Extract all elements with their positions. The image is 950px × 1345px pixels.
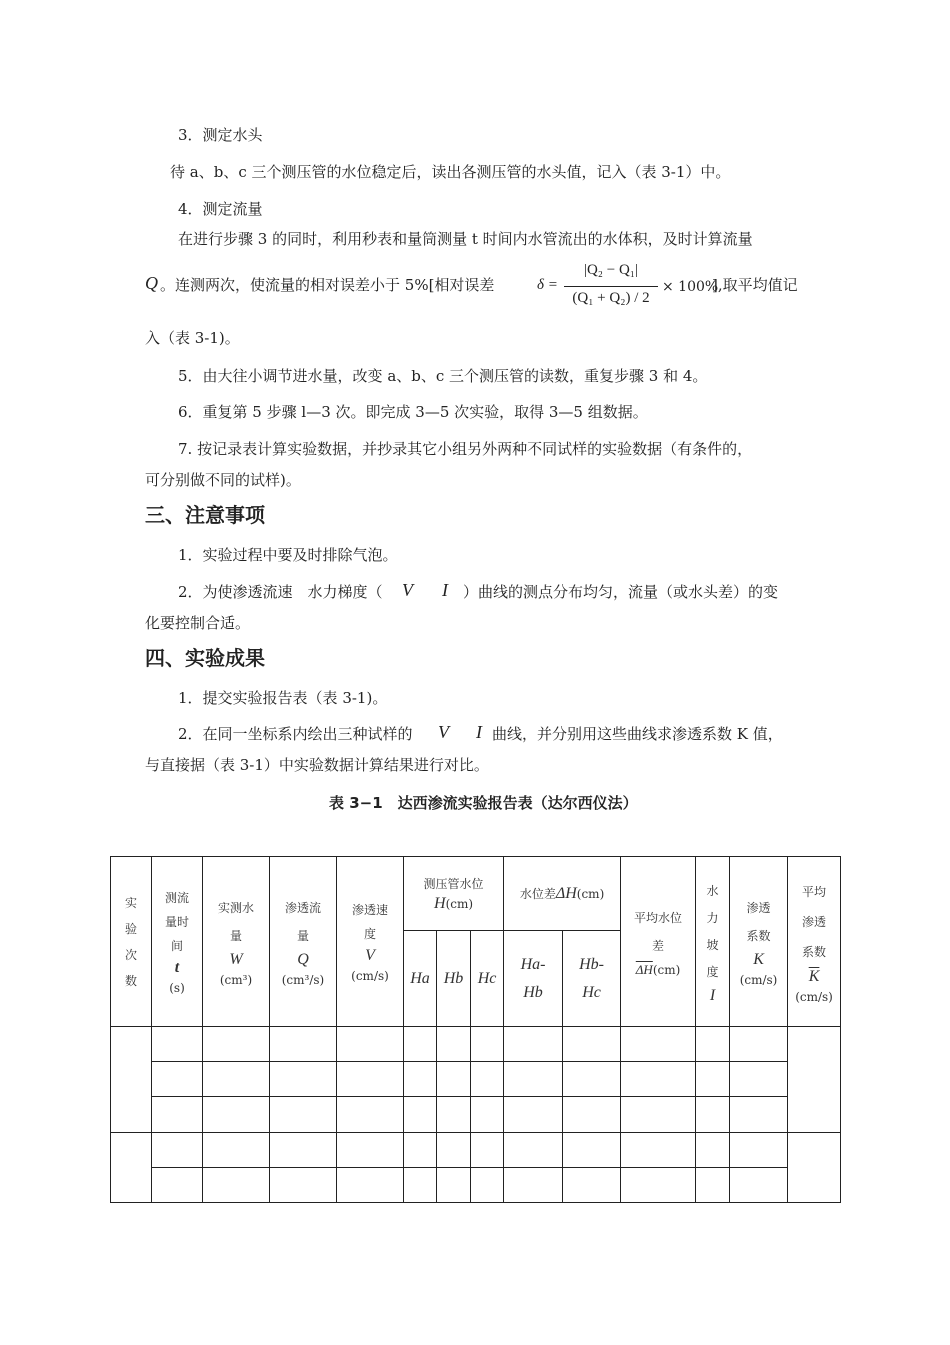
- gradient-symbol: I: [442, 580, 448, 600]
- step4-text-line2a: 。连测两次，使流量的相对误差小于 5%[相对误差: [160, 276, 495, 294]
- step7-text-line1: 7. 按记录表计算实验数据，并抄录其它小组另外两种不同试样的实验数据（有条件的，: [178, 440, 753, 458]
- step4-text-line2b: ],取平均值记: [712, 276, 798, 294]
- header-water-volume: 实测水量 W (cm³): [203, 857, 270, 1027]
- section-results-heading: 四、实验成果: [145, 646, 265, 670]
- header-velocity: 渗透速度 V (cm/s): [337, 857, 404, 1027]
- header-mean-head-difference: 平均水位差 $\overline{\Delta H}(cm)$: [621, 857, 696, 1027]
- header-hb: Hb: [437, 931, 471, 1027]
- delta-symbol: δ =: [537, 277, 558, 293]
- header-piezometer-head: 测压管水位 H(cm): [404, 857, 504, 931]
- report-table: [110, 856, 841, 1203]
- step7-text-line2: 可分别做不同的试样)。: [145, 471, 301, 489]
- results-item1: 1．提交实验报告表（表 3-1)。: [178, 689, 388, 707]
- step3-title: 3．测定水头: [178, 126, 263, 144]
- table-cell: [111, 1133, 152, 1203]
- header-hb-minus-hc: Hb-Hc: [563, 931, 621, 1027]
- velocity-symbol: V: [438, 722, 449, 742]
- precaution-item2-line2: 化要控制合适。: [145, 614, 251, 632]
- table-row: [111, 1168, 841, 1203]
- header-hc: Hc: [471, 931, 504, 1027]
- step4-text-line1: 在进行步骤 3 的同时，利用秒表和量筒测量 t 时间内水管流出的水体积，及时计算流量: [178, 230, 753, 248]
- fraction-denominator: (Q₁ + Q₂) / 2: [572, 290, 650, 306]
- table-cell: [788, 1133, 841, 1203]
- percent-multiplier: × 100%: [662, 279, 719, 295]
- flow-symbol: Q: [145, 273, 158, 293]
- header-head-difference: 水位差ΔH(cm): [504, 857, 621, 931]
- step6-text: 6．重复第 5 步骤 l—3 次。即完成 3—5 次实验，取得 3—5 组数据。: [178, 403, 648, 421]
- step4-title: 4．测定流量: [178, 200, 263, 218]
- header-hydraulic-gradient: 水力坡度 I: [696, 857, 730, 1027]
- step4-text-line3: 入（表 3-1)。: [145, 329, 240, 347]
- step3-text: 待 a、b、c 三个测压管的水位稳定后，读出各测压管的水头值，记入（表 3-1）中。: [170, 163, 731, 181]
- header-flow-rate: 渗透流量 Q (cm³/s): [270, 857, 337, 1027]
- header-time: 测流量时间 t (s): [152, 857, 203, 1027]
- step5-text: 5．由大往小调节进水量，改变 a、b、c 三个测压管的读数，重复步骤 3 和 4。: [178, 367, 708, 385]
- header-mean-permeability: 平均渗透系数 $\overline{K}$ (cm/s): [788, 857, 841, 1027]
- header-permeability: 渗透系数 K (cm/s): [730, 857, 788, 1027]
- gradient-symbol: I: [476, 722, 482, 742]
- results-item2-line2: 与直接据（表 3-1）中实验数据计算结果进行对比。: [145, 756, 489, 774]
- velocity-symbol: V: [402, 580, 413, 600]
- relative-error-fraction: [560, 262, 662, 312]
- header-ha: Ha: [404, 931, 437, 1027]
- fraction-numerator: |Q₂ − Q₁|: [583, 262, 639, 278]
- table-caption: 表 3−1 达西渗流实验报告表（达尔西仪法）: [329, 794, 638, 812]
- table-cell: [111, 1027, 152, 1133]
- precaution-item1: 1．实验过程中要及时排除气泡。: [178, 546, 398, 564]
- table-row: [111, 1133, 841, 1168]
- header-ha-minus-hb: Ha-Hb: [504, 931, 563, 1027]
- table-row: [111, 1062, 841, 1097]
- header-trial-count: 实验次数: [111, 857, 152, 1027]
- table-row: [111, 1097, 841, 1133]
- section-precautions-heading: 三、注意事项: [145, 503, 265, 527]
- table-cell: [788, 1027, 841, 1133]
- table-row: [111, 1027, 841, 1062]
